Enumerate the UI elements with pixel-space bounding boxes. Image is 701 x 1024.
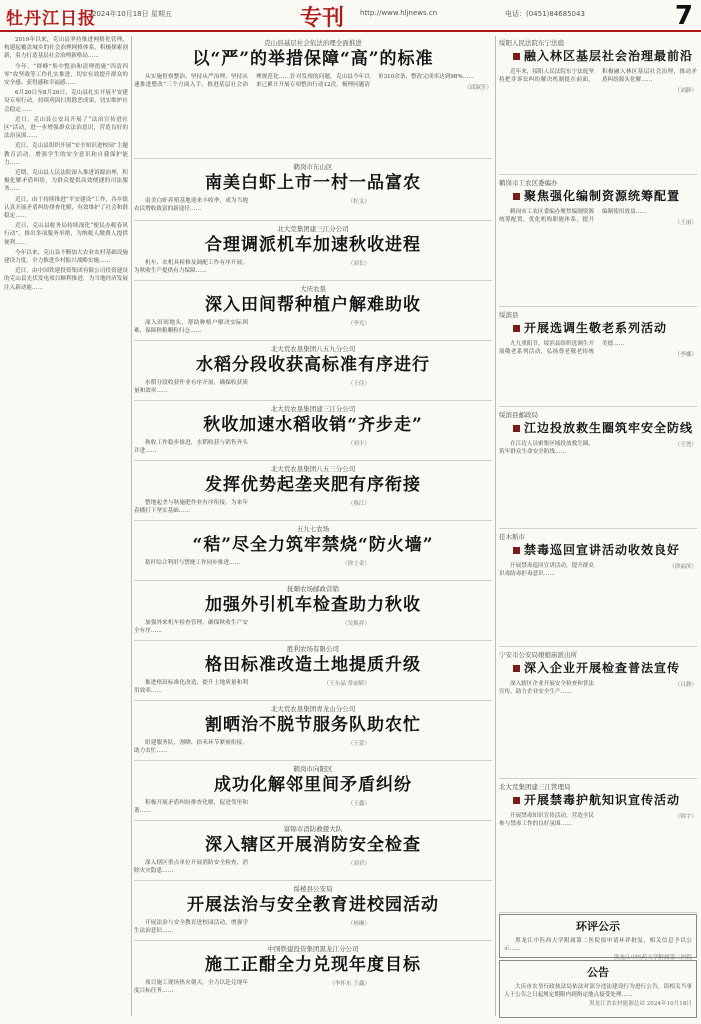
headline-marker-icon — [513, 53, 520, 60]
article-byline: （刘静） — [674, 88, 697, 95]
article — [134, 762, 492, 821]
article — [134, 702, 492, 761]
article-kicker: 绥阳人民法院东宁法庭 — [499, 39, 564, 47]
article-byline: （王东晶 常丽娇） — [323, 681, 370, 687]
article — [134, 882, 492, 941]
article-body: 机车、农机具检修及调配工作有序开展，为秋收生产提供有力保障…… — [134, 260, 248, 275]
article-body: 开展禁毒巡回宣讲活动，提升群众识毒防毒拒毒意识…… — [499, 563, 594, 578]
article-kicker: 绥滨县邮政局 — [499, 411, 538, 419]
headline-marker-icon — [513, 325, 520, 332]
issue-date: 2024年10月18日 星期五 — [92, 10, 172, 18]
article — [499, 780, 697, 913]
article-byline: （王佳） — [347, 381, 370, 387]
article-body: 南美白虾养殖基地迎来丰收季，成为当地农民增收致富的新途径…… — [134, 198, 248, 213]
article-body: 加强外来机车检查管理，确保秋收生产安全有序…… — [134, 620, 248, 635]
article-byline: （蔡江） — [347, 501, 370, 507]
article-byline: （李娜） — [674, 352, 697, 359]
page-header — [0, 0, 701, 32]
article-body: 深入田间地头，帮助种植户解决实际困难，保障秋粮颗粒归仓…… — [134, 320, 248, 335]
article-byline: （韩宇） — [674, 814, 697, 820]
article-byline: （邱淑芳） — [464, 85, 492, 92]
article-headline: 开展法治与安全教育进校园活动 — [187, 895, 439, 915]
left-paragraph: 近日，由中国铁建投资集团有限公司投资建设的克山县光伏发电项目顺利推进，为当地经济发展注入新动能…… — [4, 268, 128, 291]
article-byline: （李光） — [347, 321, 370, 327]
left-paragraph: 6月26日至8月26日，克山县扎实开展平安建设专项行动，持续巩固扫黑除恶成果，切实维护社会稳定…… — [4, 90, 128, 113]
center-column — [134, 36, 492, 1020]
article-byline: （徐士金） — [342, 561, 370, 567]
article-body: 秸秆综合利用与禁烧工作同步推进…… — [145, 560, 241, 566]
notice-box-eia — [499, 914, 697, 962]
article-body: 开展禁毒知识宣传活动，营造全民参与禁毒工作的良好氛围…… — [499, 813, 594, 828]
article-headline: 合理调派机车加速秋收进程 — [205, 235, 421, 255]
headline-marker-icon — [513, 665, 520, 672]
left-paragraph: 近期，克山县人民法院深入推进诉源治理，积极化解矛盾纠纷，为群众提供高效便捷的司法服务…… — [4, 170, 128, 193]
article-byline: （李怀东 王鑫） — [329, 981, 370, 987]
article-headline: 成功化解邻里间矛盾纠纷 — [214, 775, 412, 795]
article — [499, 648, 697, 779]
article-byline: （杨琳） — [347, 921, 370, 927]
article-headline: 开展选调生敬老系列活动 — [499, 321, 697, 336]
masthead: 牡丹江日报 — [6, 9, 96, 29]
left-paragraph: 近日，克山县组织开展“安全知识进校园”主题教育活动，增强学生的安全意识和自我保护能力…… — [4, 143, 128, 166]
headline-marker-icon — [513, 547, 520, 554]
article-body: 积极开展矛盾纠纷排查化解，促进邻里和谐…… — [134, 800, 248, 815]
notice-box-announcement — [499, 960, 697, 1018]
notice-footer: 黑龙江省农村能源总站 2024年10月18日 — [589, 1001, 692, 1008]
article-body: 开展法治与安全教育进校园活动，增强学生法治意识…… — [134, 920, 248, 935]
website-url[interactable]: http://www.hljnews.cn — [360, 9, 438, 17]
article-byline: （吕静） — [674, 682, 697, 688]
article-headline: 加强外引机车检查助力秋收 — [205, 595, 421, 615]
article — [134, 942, 492, 1018]
article — [134, 342, 492, 401]
article-headline: 水稻分段收获高标准有序进行 — [196, 355, 430, 375]
article-body: 整地起垄与秋施肥作业有序衔接，为来年春播打下坚实基础…… — [134, 500, 248, 515]
column-divider — [131, 36, 132, 1016]
article-headline: 深入辖区开展消防安全检查 — [205, 835, 421, 855]
left-paragraph: 近日，克山县公安局开展了“法治宣传进社区”活动，进一步增强群众法治意识，营造良好的法治氛围…… — [4, 116, 128, 140]
article-kicker: 抚顺农场邮政营销 — [287, 585, 339, 593]
article-body: 组建服务队，割晒、拾禾环节紧密衔接，助力农忙…… — [134, 740, 248, 755]
article-kicker: 北大荒集团建三江管理局 — [499, 783, 571, 791]
article — [499, 176, 697, 307]
notice-body: 大庆市农垦行政执法局依法对部分违法建设行为进行公告，请相关当事人于公告之日起规定期限内到指定地点接受处理…… — [504, 984, 692, 999]
notice-body: 黑龙江中匹西大学附属第二医院拟申请环评批复，相关信息予以公示…… — [504, 938, 692, 953]
article-headline: 禁毒巡回宣讲活动收效良好 — [499, 543, 697, 558]
column-divider — [495, 36, 496, 1016]
article-kicker: 北大荒农垦集团建三江分公司 — [270, 405, 356, 413]
notice-footer: 黑龙江中医药大学附属第二医院 — [613, 955, 692, 962]
phone-number: 电话：(0451)84685043 — [505, 10, 585, 18]
notice-title: 环评公示 — [576, 920, 620, 933]
article-kicker: 绥滨县 — [499, 311, 519, 319]
article — [134, 642, 492, 701]
article-byline: （王鑫） — [347, 801, 370, 807]
article-body: 秋收工作稳步推进，水稻收获与销售齐头并进…… — [134, 440, 248, 455]
article-kicker: 鹤岗市东山区 — [293, 163, 333, 171]
article-byline: （牡文） — [347, 199, 370, 205]
section-title: 专刊 — [300, 5, 345, 31]
article-headline: 融入林区基层社会治理最前沿 — [499, 49, 697, 64]
right-column — [499, 36, 697, 1020]
article-byline: （王丽） — [674, 220, 697, 227]
article — [499, 308, 697, 407]
article-kicker: 北大荒集团建三江分公司 — [277, 225, 349, 233]
article-byline: （刘丰） — [347, 441, 370, 447]
article-kicker: 北大荒农垦集团八五九分公司 — [270, 345, 356, 353]
left-paragraph: 2019年以来，克山县坚持推进网格化管理，构建起覆盖城乡的社会治理网格体系，积极探索创新，着力打造基层社会治理新格局…… — [4, 37, 128, 60]
article — [134, 222, 492, 281]
article — [134, 282, 492, 341]
article-kicker: 鹤岗市工农区委编办 — [499, 179, 558, 187]
article-byline: （刘长） — [347, 261, 370, 267]
article-byline: （吴焕祥） — [342, 621, 370, 627]
notice-title: 公告 — [587, 966, 609, 979]
article-byline: （王蕾） — [347, 741, 370, 747]
article-byline: （徐福滨） — [669, 564, 697, 570]
article-kicker: 鹤岗市向阳区 — [293, 765, 333, 773]
article-headline: 江边投放救生圈筑牢安全防线 — [499, 421, 697, 436]
article — [134, 160, 492, 221]
article-body: 近年来，绥阳人民法院东宁法庭坚持把非诉讼纠纷解决机制挺在前面，积极融入林区基层社会治理，推动矛盾纠纷源头化解…… — [499, 69, 697, 84]
left-paragraph: 近日，克山县税务局持续深化“便民办税春风行动”，推出多项服务举措，为纳税人缴费人提供便利…… — [4, 223, 128, 246]
page-number: 7 — [674, 1, 693, 31]
article-kicker: 克山县基层社会依法治理全面推进 — [264, 39, 362, 47]
article-headline: 聚焦强化编制资源统筹配置 — [499, 189, 697, 204]
article-kicker: 中国铁建投资集团黑龙江分公司 — [267, 945, 359, 953]
article — [134, 822, 492, 881]
article-body: 从实施督察整治、坚持从严治理、坚持从速推进整改“三个方面入手，推进基层社会治理规范化……针对发现的问题，克山县今年以来已累计开展专项整治行动12次，梳理问题清单310余条，整改完成率达到98%…… — [134, 74, 474, 89]
article-main — [134, 36, 492, 159]
article-headline: 格田标准改造土地提质升级 — [205, 655, 421, 675]
article-byline: （刘君） — [347, 861, 370, 867]
article-kicker: 富锦市消防救援大队 — [283, 825, 343, 833]
article-headline: 以“严”的举措保障“高”的标准 — [192, 49, 434, 69]
article-body: 深入辖区企业开展安全检查和普法宣传，助力企业安全生产…… — [499, 681, 594, 696]
article — [499, 530, 697, 647]
article-kicker: 大庆农垦 — [300, 285, 326, 293]
headline-marker-icon — [513, 797, 520, 804]
article-headline: “秸”尽全力筑牢禁烧“防火墙” — [192, 535, 434, 555]
article — [499, 36, 697, 175]
article-kicker: 胜利农场有限公司 — [287, 645, 339, 653]
article-kicker: 宁安市公安局娘娘庙派出所 — [499, 651, 577, 659]
article-headline: 南美白虾上市一村一品富农 — [205, 173, 421, 193]
article-headline: 深入田间帮种植户解难助收 — [205, 295, 421, 315]
article-kicker: 北大荒农垦集团青龙山分公司 — [270, 705, 356, 713]
article — [134, 402, 492, 461]
article-body: 项目施工现场热火朝天，全力以赴兑现年度目标任务…… — [134, 980, 248, 995]
article-body: 水稻分段收获作业有序开展，确保收获质量和效率…… — [134, 380, 248, 395]
article-body: 鹤岗市工农区委编办聚焦编制资源统筹配置，优化机构职能体系，提升编制使用效益…… — [499, 209, 647, 224]
article-headline: 割晒治不脱节服务队助农忙 — [205, 715, 421, 735]
article-body: 九九重阳节，绥滨县组织选调生开展敬老系列活动，弘扬尊老敬老传统美德…… — [499, 341, 625, 356]
article-kicker: 佳木斯市 — [499, 533, 525, 541]
article-kicker: 绥棱县公安局 — [293, 885, 333, 893]
left-paragraph: 今年，“群峰”集中整治和清理措施“四清四零”攻坚战等工作扎实推进，切实有效提升群众的安全感、获得感和幸福感…… — [4, 63, 128, 87]
article-body: 推进格田标准化改造，提升土地质量和利用效率…… — [134, 680, 248, 695]
article-headline: 秋收加速水稻收销“齐步走” — [203, 415, 423, 435]
headline-marker-icon — [513, 425, 520, 432]
article — [134, 462, 492, 521]
article — [499, 408, 697, 529]
headline-marker-icon — [513, 193, 520, 200]
article — [134, 582, 492, 641]
article-body: 深入辖区重点单位开展消防安全检查，消除火灾隐患…… — [134, 860, 248, 875]
article-kicker: 五九七农场 — [296, 525, 330, 533]
article-headline: 深入企业开展检查普法宣传 — [499, 661, 697, 676]
left-paragraph: 今年以来，克山县不断加大农业农村基础设施建设力度，全力推进乡村振兴战略实施…… — [4, 249, 128, 265]
article — [134, 522, 492, 581]
article-headline: 发挥优势起垄夹肥有序衔接 — [205, 475, 421, 495]
article-kicker: 北大荒农垦集团八五三分公司 — [270, 465, 356, 473]
left-column — [4, 36, 128, 1020]
article-body: 在江边人员密集区域投放救生圈，筑牢群众生命安全防线…… — [499, 441, 594, 456]
article-headline: 开展禁毒护航知识宣传活动 — [499, 793, 697, 808]
left-paragraph: 近日，由于持续推进“平安建设”工作，各乡镇认真开展矛盾纠纷排查化解，有效维护了社会和谐稳定…… — [4, 196, 128, 220]
article-byline: （王尧） — [674, 442, 697, 448]
article-headline: 施工正酣全力兑现年度目标 — [205, 955, 421, 975]
